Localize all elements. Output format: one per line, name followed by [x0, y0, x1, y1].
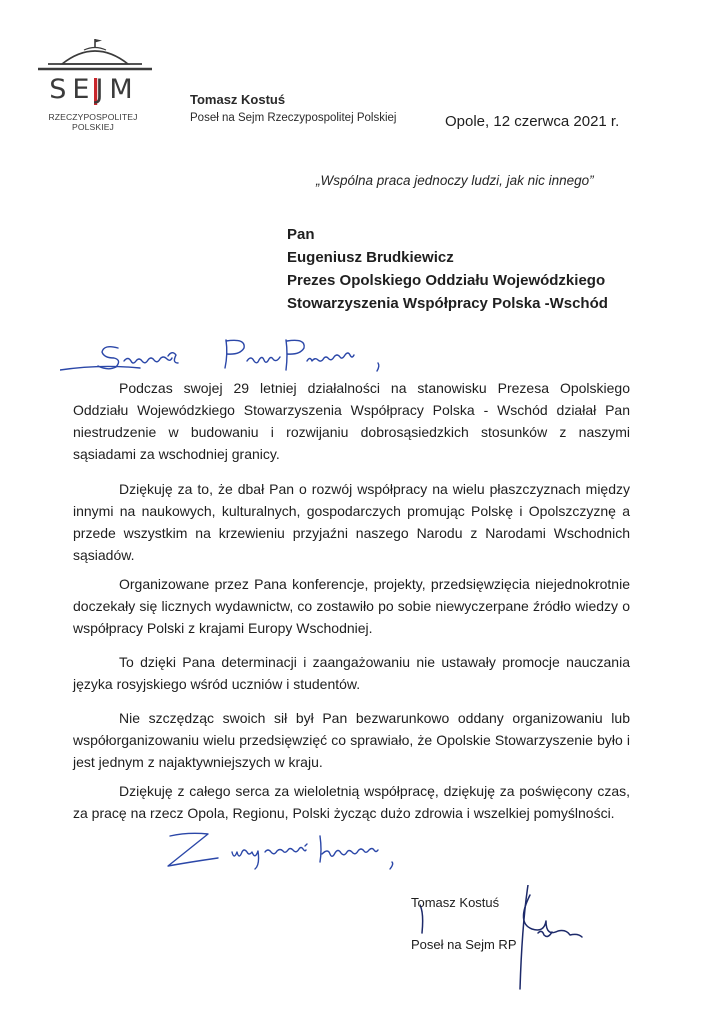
body-paragraph-4	[73, 651, 630, 695]
addressee-name: Eugeniusz Brudkiewicz	[287, 249, 454, 266]
handwritten-closing	[160, 828, 420, 878]
body-paragraph-5	[73, 707, 630, 773]
paragraph-text: Podczas swojej 29 letniej działalności na stanowisku Prezesa Opolskiego Oddziału Wojewódzkiego Stowarzyszenia Współpracy Polska - Wschód działał Pan niestrudzenie w budowaniu i rozwijaniu dobrosąsiedzkich stosunków z naszymi sąsiadami za wschodniej granicy.	[73, 380, 630, 462]
body-paragraph-2	[73, 478, 630, 566]
addressee-title: Pan	[287, 226, 315, 243]
salutation-handwriting-icon	[60, 330, 390, 380]
body-paragraph-3	[73, 573, 630, 639]
signer-role: Poseł na Sejm RP	[411, 937, 517, 952]
handwritten-salutation	[60, 330, 390, 380]
sender-role: Poseł na Sejm Rzeczypospolitej Polskiej	[190, 112, 397, 124]
sender-name: Tomasz Kostuś	[190, 92, 286, 107]
letter-date: Opole, 12 czerwca 2021 r.	[445, 113, 620, 130]
addressee-position: Prezes Opolskiego Oddziału Wojewódzkiego	[287, 272, 606, 289]
paragraph-text: Nie szczędząc swoich sił był Pan bezwarunkowo oddany organizowaniu lub współorganizowaniu wielu przedsięwzięć co sprawiało, że Opolskie Stowarzyszenie było i jest jednym z najaktywniejszych w kraju.	[73, 710, 630, 770]
closing-handwriting-icon	[160, 828, 420, 878]
logo-subtitle: RZECZYPOSPOLITEJ POLSKIEJ	[48, 112, 138, 132]
sejm-logo	[28, 32, 158, 132]
paragraph-text: Dziękuję z całego serca za wieloletnią współpracę, dziękuję za poświęcony czas, za pracę na rzecz Opola, Regionu, Polski życząc dużo zdrowia i wszelkiej pomyślności.	[73, 783, 630, 821]
paragraph-text: To dzięki Pana determinacji i zaangażowaniu nie ustawały promocje nauczania języka rosyjskiego wśród uczniów i studentów.	[73, 654, 630, 692]
logo-wordmark: SEJM	[49, 74, 139, 105]
body-paragraph-1	[73, 377, 630, 465]
motto-quote: „Wspólna praca jednoczy ludzi, jak nic innego”	[316, 173, 594, 188]
paragraph-text: Organizowane przez Pana konferencje, projekty, przedsięwzięcia niejednokrotnie doczekały się licznych wydawnictw, co zostawiło po sobie niewyczerpane źródło wiedzy o współpracy Polski z krajami Europy Wschodniej.	[73, 576, 630, 636]
body-paragraph-6	[73, 780, 630, 824]
paragraph-text: Dziękuję za to, że dbał Pan o rozwój współpracy na wielu płaszczyznach między innymi na naukowych, kulturalnych, gospodarczych promując Polskę i Opolszczyznę a przede wszystkim na krzewieniu przyjaźni naszego Narodu z Narodami Wschodnich sąsiadów.	[73, 481, 630, 563]
signer-name: Tomasz Kostuś	[411, 895, 500, 910]
addressee-organization: Stowarzyszenia Współpracy Polska -Wschód	[287, 295, 608, 312]
